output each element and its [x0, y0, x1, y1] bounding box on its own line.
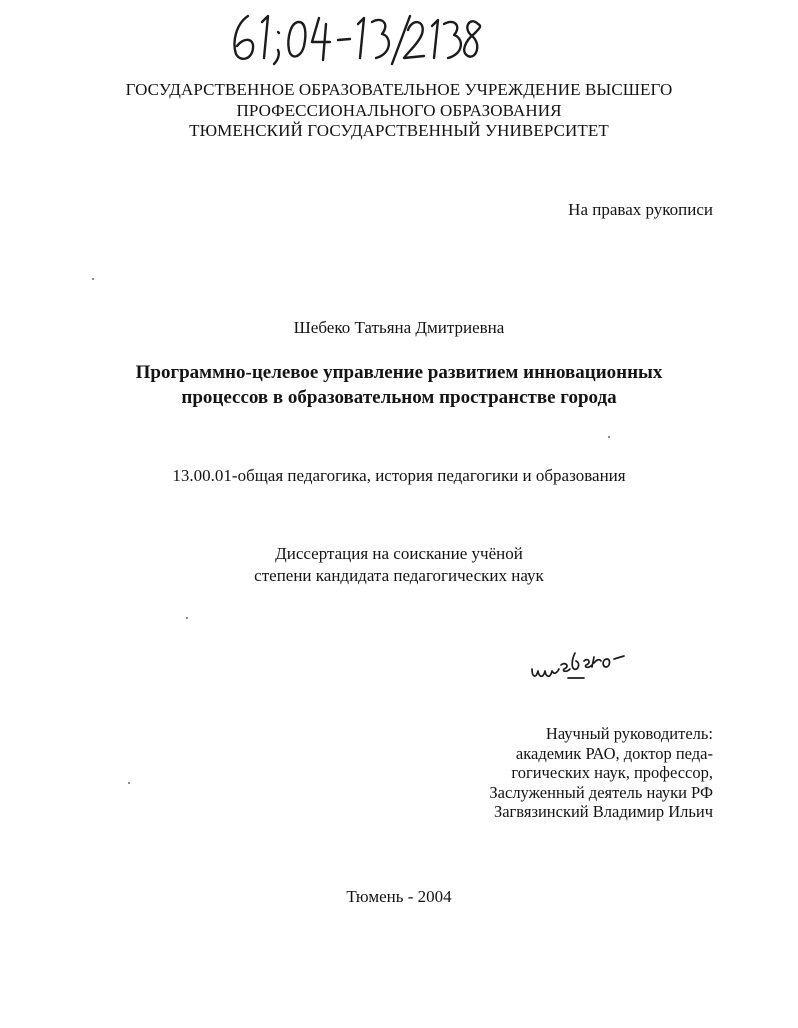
supervisor-line-4: Заслуженный деятель науки РФ [489, 782, 713, 802]
institution-header [0, 80, 798, 142]
degree-line-1: Диссертация на соискание учёной [275, 544, 523, 563]
signature-stroke [561, 664, 570, 672]
handwritten-signature [528, 645, 628, 683]
scan-speck [608, 436, 610, 438]
thesis-title [0, 360, 798, 410]
institution-line-2: ПРОФЕССИОНАЛЬНОГО ОБРАЗОВАНИЯ [236, 100, 562, 120]
specialty-code: 13.00.01-общая педагогика, история педагогики и образования [172, 466, 626, 485]
signature-stroke [572, 653, 578, 669]
degree-line-2: степени кандидата педагогических наук [254, 566, 544, 585]
handwritten-stroke [235, 16, 254, 59]
supervisor-line-1: Научный руководитель: [545, 724, 713, 743]
thesis-title-line-1: Программно-целевое управление развитием инновационных [135, 362, 663, 383]
handwritten-stroke [404, 22, 424, 58]
signature-stroke [592, 657, 601, 667]
handwritten-stroke [372, 20, 389, 58]
signature-stroke [584, 660, 592, 668]
handwritten-stroke [323, 24, 326, 60]
author-name: Шебеко Татьяна Дмитриевна [293, 318, 505, 337]
signature-stroke [603, 659, 609, 667]
handwritten-stroke [288, 22, 305, 56]
handwritten-stroke [262, 16, 268, 58]
institution-line-3: ТЮМЕНСКИЙ ГОСУДАРСТВЕННЫЙ УНИВЕРСИТЕТ [189, 121, 609, 140]
handwritten-stroke [358, 18, 364, 58]
supervisor-block [440, 724, 713, 822]
handwritten-stroke [444, 22, 461, 58]
handwritten-stroke [338, 39, 350, 40]
scan-speck [128, 782, 130, 784]
thesis-title-line-2: процессов в образовательном пространстве города [181, 387, 617, 408]
supervisor-line-3: гогических наук, профессор, [511, 763, 713, 782]
handwritten-stroke [464, 21, 480, 56]
handwritten-catalog-number [226, 10, 486, 68]
degree-info [0, 543, 798, 587]
signature-stroke [614, 656, 624, 659]
handwritten-stroke [278, 32, 279, 33]
institution-line-1: ГОСУДАРСТВЕННОЕ ОБРАЗОВАТЕЛЬНОЕ УЧРЕЖДЕНИЕ ВЫСШЕГО [125, 80, 673, 99]
scan-speck [92, 278, 94, 280]
handwritten-stroke [432, 20, 438, 58]
handwritten-stroke [312, 18, 330, 42]
manuscript-note: На правах рукописи [568, 200, 713, 219]
city-year: Тюмень - 2004 [346, 887, 452, 906]
signature-stroke [532, 669, 559, 676]
supervisor-line-5: Загвязинский Владимир Ильич [493, 802, 713, 821]
scan-speck [186, 617, 188, 619]
handwritten-stroke [274, 50, 279, 64]
supervisor-line-2: академик РАО, доктор педа- [515, 743, 713, 763]
